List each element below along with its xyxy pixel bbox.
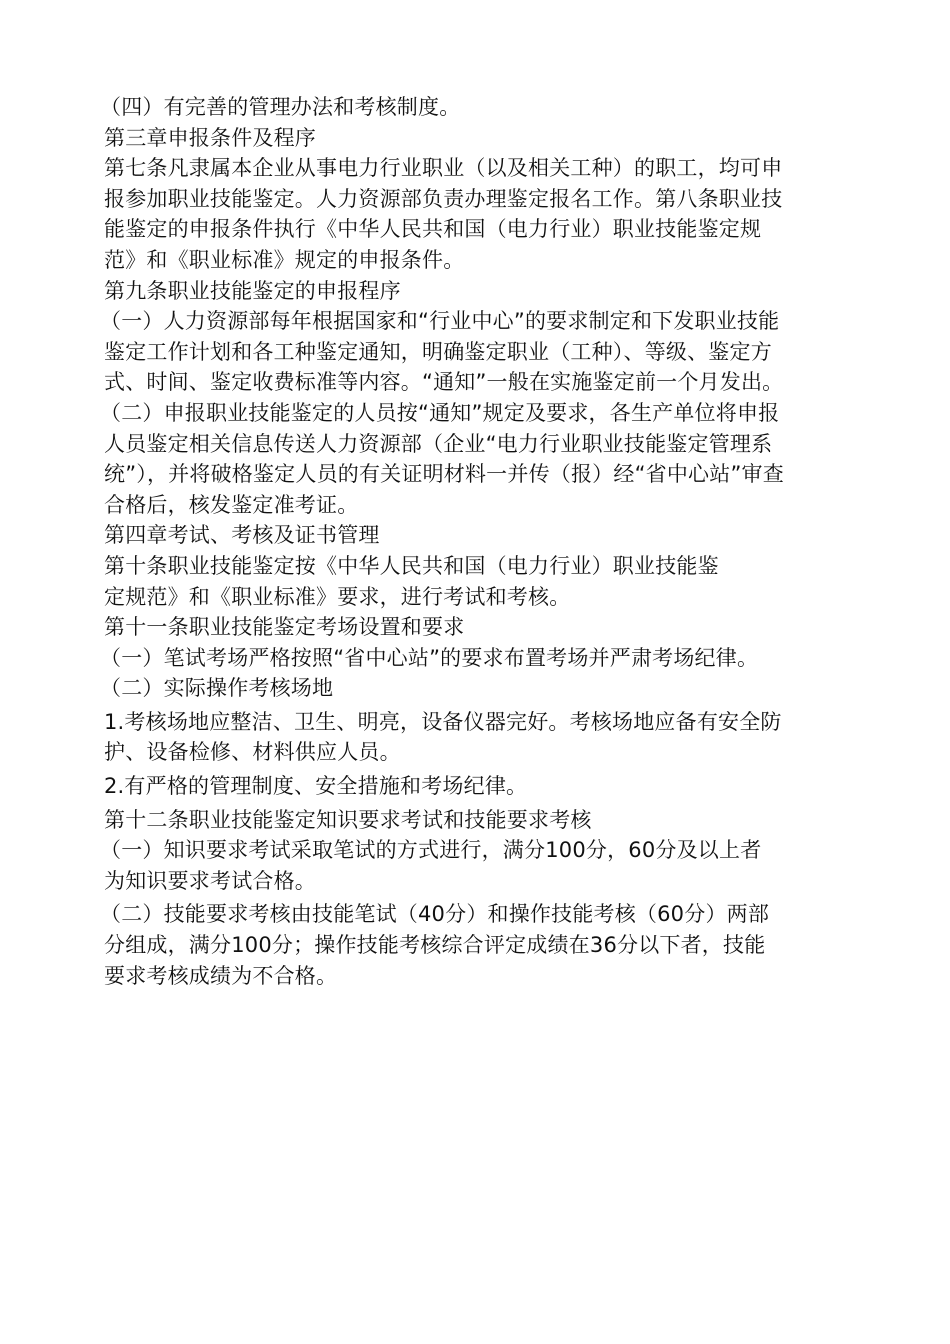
text-line: 鉴定工作计划和各工种鉴定通知，明确鉴定职业（工种）、等级、鉴定方	[104, 339, 772, 364]
text-line: 分组成，满分100分；操作技能考核综合评定成绩在36分以下者，技能	[104, 933, 766, 958]
text-line: 为知识要求考试合格。	[104, 868, 316, 893]
text-line: 报参加职业技能鉴定。人力资源部负责办理鉴定报名工作。第八条职业技	[104, 186, 783, 211]
text-line: 式、时间、鉴定收费标准等内容。“通知”一般在实施鉴定前一个月发出。	[104, 370, 784, 395]
text-line: （二）申报职业技能鉴定的人员按“通知”规定及要求，各生产单位将申报	[100, 400, 780, 425]
text-line: 定规范》和《职业标准》要求，进行考试和考核。	[104, 584, 571, 609]
text-line: 范》和《职业标准》规定的申报条件。	[104, 247, 465, 272]
chapter-heading: 第四章考试、考核及证书管理	[104, 523, 380, 548]
text-line: （一）笔试考场严格按照“省中心站”的要求布置考场并严肃考场纪律。	[100, 645, 759, 670]
text-line: 护、设备检修、材料供应人员。	[104, 740, 401, 765]
text-line: 人员鉴定相关信息传送人力资源部（企业“电力行业职业技能鉴定管理系	[104, 431, 773, 456]
text-line: 要求考核成绩为不合格。	[104, 963, 338, 988]
chapter-heading: 第三章申报条件及程序	[104, 125, 316, 150]
text-line: 2.有严格的管理制度、安全措施和考场纪律。	[104, 774, 528, 799]
text-line: 1.考核场地应整洁、卫生、明亮，设备仪器完好。考核场地应备有安全防	[104, 709, 782, 734]
text-line: 统”），并将破格鉴定人员的有关证明材料一并传（报）经“省中心站”审查	[104, 462, 784, 487]
article-heading: 第九条职业技能鉴定的申报程序	[104, 278, 401, 303]
text-line: 合格后，核发鉴定准考证。	[104, 492, 359, 517]
text-line: （四）有完善的管理办法和考核制度。	[100, 95, 461, 119]
article-heading: 第十一条职业技能鉴定考场设置和要求	[104, 615, 465, 640]
text-line: 第七条凡隶属本企业从事电力行业职业（以及相关工种）的职工，均可申	[104, 156, 783, 181]
text-line: （二）实际操作考核场地	[100, 676, 334, 701]
text-line: 第十条职业技能鉴定按《中华人民共和国（电力行业）职业技能鉴	[104, 553, 719, 578]
text-line: （一）人力资源部每年根据国家和“行业中心”的要求制定和下发职业技能	[100, 309, 780, 334]
text-line: （一）知识要求考试采取笔试的方式进行，满分100分，60分及以上者	[100, 838, 762, 863]
text-line: （二）技能要求考核由技能笔试（40分）和操作技能考核（60分）两部	[100, 902, 770, 927]
article-heading: 第十二条职业技能鉴定知识要求考试和技能要求考核	[104, 807, 592, 832]
text-line: 能鉴定的申报条件执行《中华人民共和国（电力行业）职业技能鉴定规	[104, 217, 762, 242]
